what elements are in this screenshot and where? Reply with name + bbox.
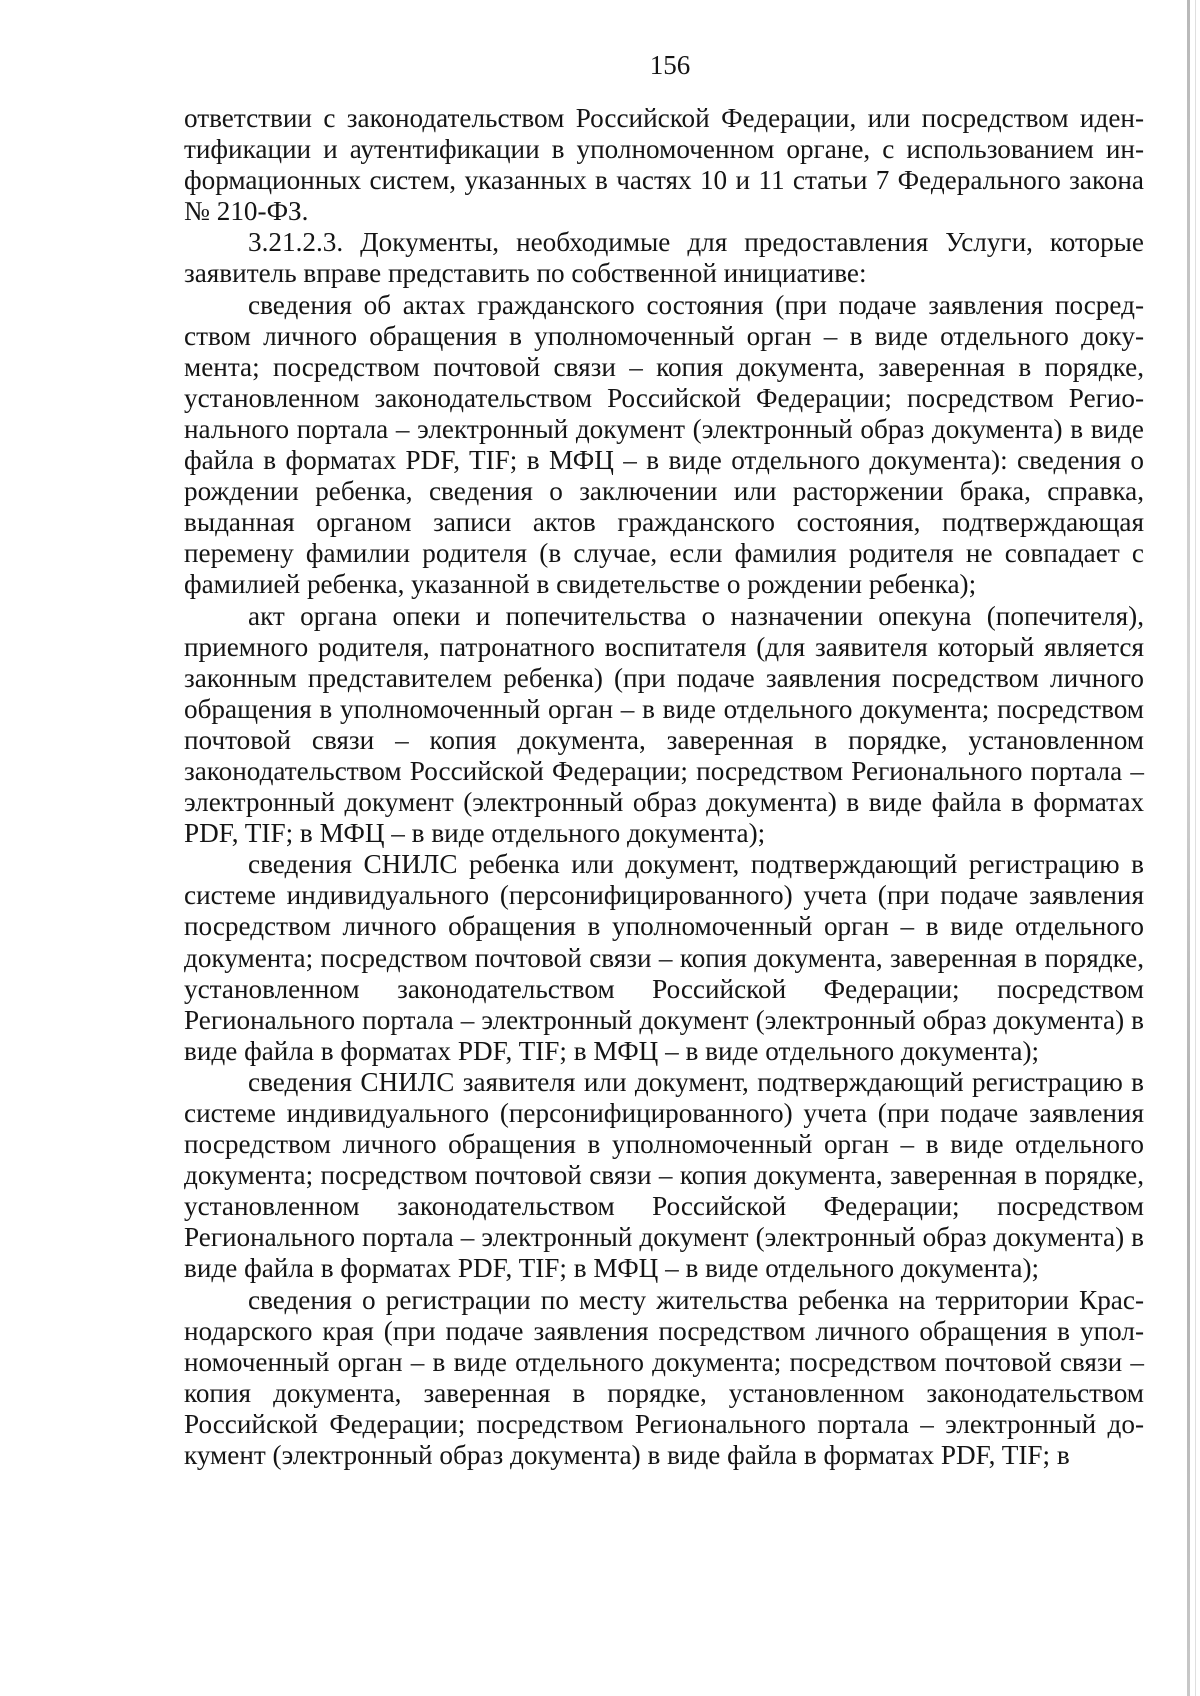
paragraph-section-3-21-2-3: 3.21.2.3. Документы, необходимые для предоставления Услуги, которые заявитель вправе представить по собственной инициативе: bbox=[184, 227, 1144, 289]
scan-edge-line-secondary bbox=[1195, 0, 1196, 1696]
paragraph-child-snils: сведения СНИЛС ребенка или документ, подтверждающий регистрацию в системе индивидуального (персонифицированного) учета (при подаче заявления посредством личного обращения в уполномоченный орган – в виде отдельного документа; посредством почтовой связи – копия документа, заверенная в порядке, установленном законодательством Российской Федерации; посредством Регионального портала – электронный документ (электронный образ документа) в виде файла в форматах PDF, TIF; в МФЦ – в виде отдельного документа); bbox=[184, 849, 1144, 1066]
paragraph-civil-status-records: сведения об актах гражданского состояния (при подаче заявления посредством личного обращения в уполномоченный орган – в виде отдельного документа; посредством почтовой связи – копия документа, заверенная в порядке, установленном законодательством Российской Федерации; посредством Регионального портала – электронный документ (электронный образ документа) в виде файла в форматах PDF, TIF; в МФЦ – в виде отдельного документа): сведения о рождении ребенка, сведения о заключении или расторжении брака, справка, выданная органом записи актов гражданского состояния, подтверждающая перемену фамилии родителя (в случае, если фамилия родителя не совпадает с фамилией ребенка, указанной в свидетельстве о рождении ребенка); bbox=[184, 289, 1144, 600]
paragraph-residence-registration: сведения о регистрации по месту жительства ребенка на территории Краснодарского края (при подаче заявления посредством личного обращения в уполномоченный орган – в виде отдельного документа; посредством почтовой связи – копия документа, заверенная в порядке, установленном законодательством Российской Федерации; посредством Регионального портала – электронный документ (электронный образ документа) в виде файла в форматах PDF, TIF; в bbox=[184, 1284, 1144, 1471]
paragraph-applicant-snils: сведения СНИЛС заявителя или документ, подтверждающий регистрацию в системе индивидуального (персонифицированного) учета (при подаче заявления посредством личного обращения в уполномоченный орган – в виде отдельного документа; посредством почтовой связи – копия документа, заверенная в порядке, установленном законодательством Российской Федерации; посредством Регионального портала – электронный документ (электронный образ документа) в виде файла в форматах PDF, TIF; в МФЦ – в виде отдельного документа); bbox=[184, 1066, 1144, 1284]
document-body bbox=[184, 103, 1144, 1471]
scan-edge-line bbox=[1187, 0, 1190, 1696]
paragraph-guardianship-act: акт органа опеки и попечительства о назначении опекуна (попечителя), приемного родителя, патронатного воспитателя (для заявителя который является законным представителем ребенка) (при подаче заявления посредством личного обращения в уполномоченный орган – в виде отдельного документа; посредством почтовой связи – копия документа, заверенная в порядке, установленном законодательством Российской Федерации; посредством Регионального портала – электронный документ (электронный образ документа) в виде файла в форматах PDF, TIF; в МФЦ – в виде отдельного документа); bbox=[184, 600, 1144, 849]
page-number: 156 bbox=[649, 50, 691, 80]
paragraph-continuation: ответствии с законодательством Российской Федерации, или посредством идентификации и аутентификации в уполномоченном органе, с использованием информационных систем, указанных в частях 10 и 11 статьи 7 Федерального закона № 210-ФЗ. bbox=[184, 103, 1144, 227]
